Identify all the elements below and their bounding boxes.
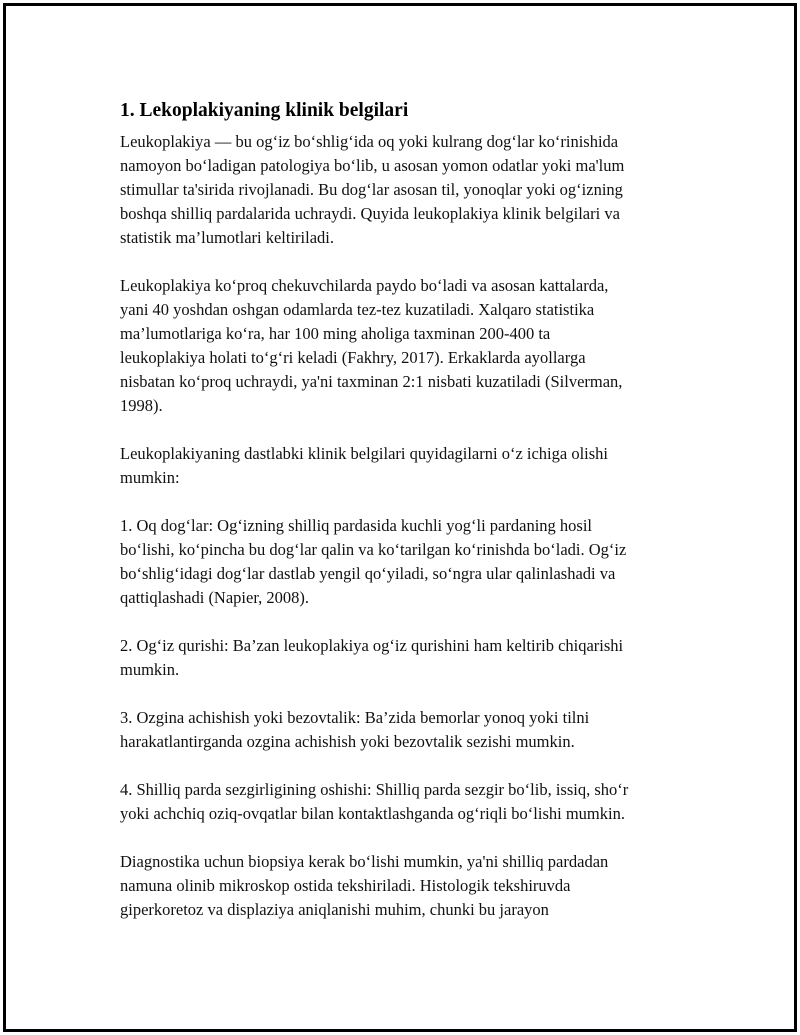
- text-line: leukoplakiya holati to‘g‘ri keladi (Fakhry, 2017). Erkaklarda ayollarga: [120, 348, 586, 367]
- text-line: stimullar ta'sirida rivojlanadi. Bu dog‘lar asosan til, yonoqlar yoki og‘izning: [120, 180, 623, 199]
- paragraph: [120, 514, 710, 610]
- text-line: namoyon bo‘ladigan patologiya bo‘lib, u asosan yomon odatlar yoki ma'lum: [120, 156, 625, 175]
- text-line: 1998).: [120, 396, 163, 415]
- text-line: Leukoplakiyaning dastlabki klinik belgilari quyidagilarni o‘z ichiga olishi: [120, 444, 609, 463]
- text-line: giperkoretoz va displaziya aniqlanishi muhim, chunki bu jarayon: [120, 900, 549, 919]
- document-page: [3, 3, 797, 1032]
- text-line: bo‘shlig‘idagi dog‘lar dastlab yengil qo‘yiladi, so‘ngra ular qalinlashadi va: [120, 564, 616, 583]
- text-line: boshqa shilliq pardalarida uchraydi. Quyida leukoplakiya klinik belgilari va: [120, 204, 620, 223]
- text-line: harakatlantirganda ozgina achishish yoki bezovtalik sezishi mumkin.: [120, 732, 575, 751]
- paragraph: [120, 850, 710, 922]
- paragraph: [120, 442, 710, 490]
- text-line: Leukoplakiya ko‘proq chekuvchilarda paydo bo‘ladi va asosan kattalarda,: [120, 276, 609, 295]
- text-line: bo‘lishi, ko‘pincha bu dog‘lar qalin va ko‘tarilgan ko‘rinishda bo‘ladi. Og‘iz: [120, 540, 627, 559]
- text-line: Leukoplakiya — bu og‘iz bo‘shlig‘ida oq yoki kulrang dog‘lar ko‘rinishida: [120, 132, 619, 151]
- text-line: yoki achchiq oziq-ovqatlar bilan kontaktlashganda og‘riqli bo‘lishi mumkin.: [120, 804, 625, 823]
- paragraph-list: [120, 130, 710, 922]
- text-line: 4. Shilliq parda sezgirligining oshishi: Shilliq parda sezgir bo‘lib, issiq, sho‘r: [120, 780, 629, 799]
- text-line: nisbatan ko‘proq uchraydi, ya'ni taxminan 2:1 nisbati kuzatiladi (Silverman,: [120, 372, 623, 391]
- paragraph: [120, 274, 710, 418]
- text-line: mumkin:: [120, 468, 180, 487]
- paragraph: [120, 634, 710, 682]
- section-heading: 1. Lekoplakiyaning klinik belgilari: [120, 100, 409, 121]
- text-line: statistik ma’lumotlari keltiriladi.: [120, 228, 335, 247]
- paragraph: [120, 778, 710, 826]
- text-line: ma’lumotlariga ko‘ra, har 100 ming aholiga taxminan 200-400 ta: [120, 324, 551, 343]
- text-line: yani 40 yoshdan oshgan odamlarda tez-tez kuzatiladi. Xalqaro statistika: [120, 300, 595, 319]
- text-line: Diagnostika uchun biopsiya kerak bo‘lishi mumkin, ya'ni shilliq pardadan: [120, 852, 609, 871]
- paragraph: [120, 706, 710, 754]
- text-line: mumkin.: [120, 660, 180, 679]
- text-line: namuna olinib mikroskop ostida tekshiriladi. Histologik tekshiruvda: [120, 876, 571, 895]
- text-line: 1. Oq dog‘lar: Og‘izning shilliq pardasida kuchli yog‘li pardaning hosil: [120, 516, 592, 535]
- text-line: qattiqlashadi (Napier, 2008).: [120, 588, 310, 607]
- text-line: 3. Ozgina achishish yoki bezovtalik: Ba’zida bemorlar yonoq yoki tilni: [120, 708, 590, 727]
- document-body: [120, 96, 710, 946]
- paragraph: [120, 130, 710, 250]
- text-line: 2. Og‘iz qurishi: Ba’zan leukoplakiya og‘iz qurishini ham keltirib chiqarishi: [120, 636, 624, 655]
